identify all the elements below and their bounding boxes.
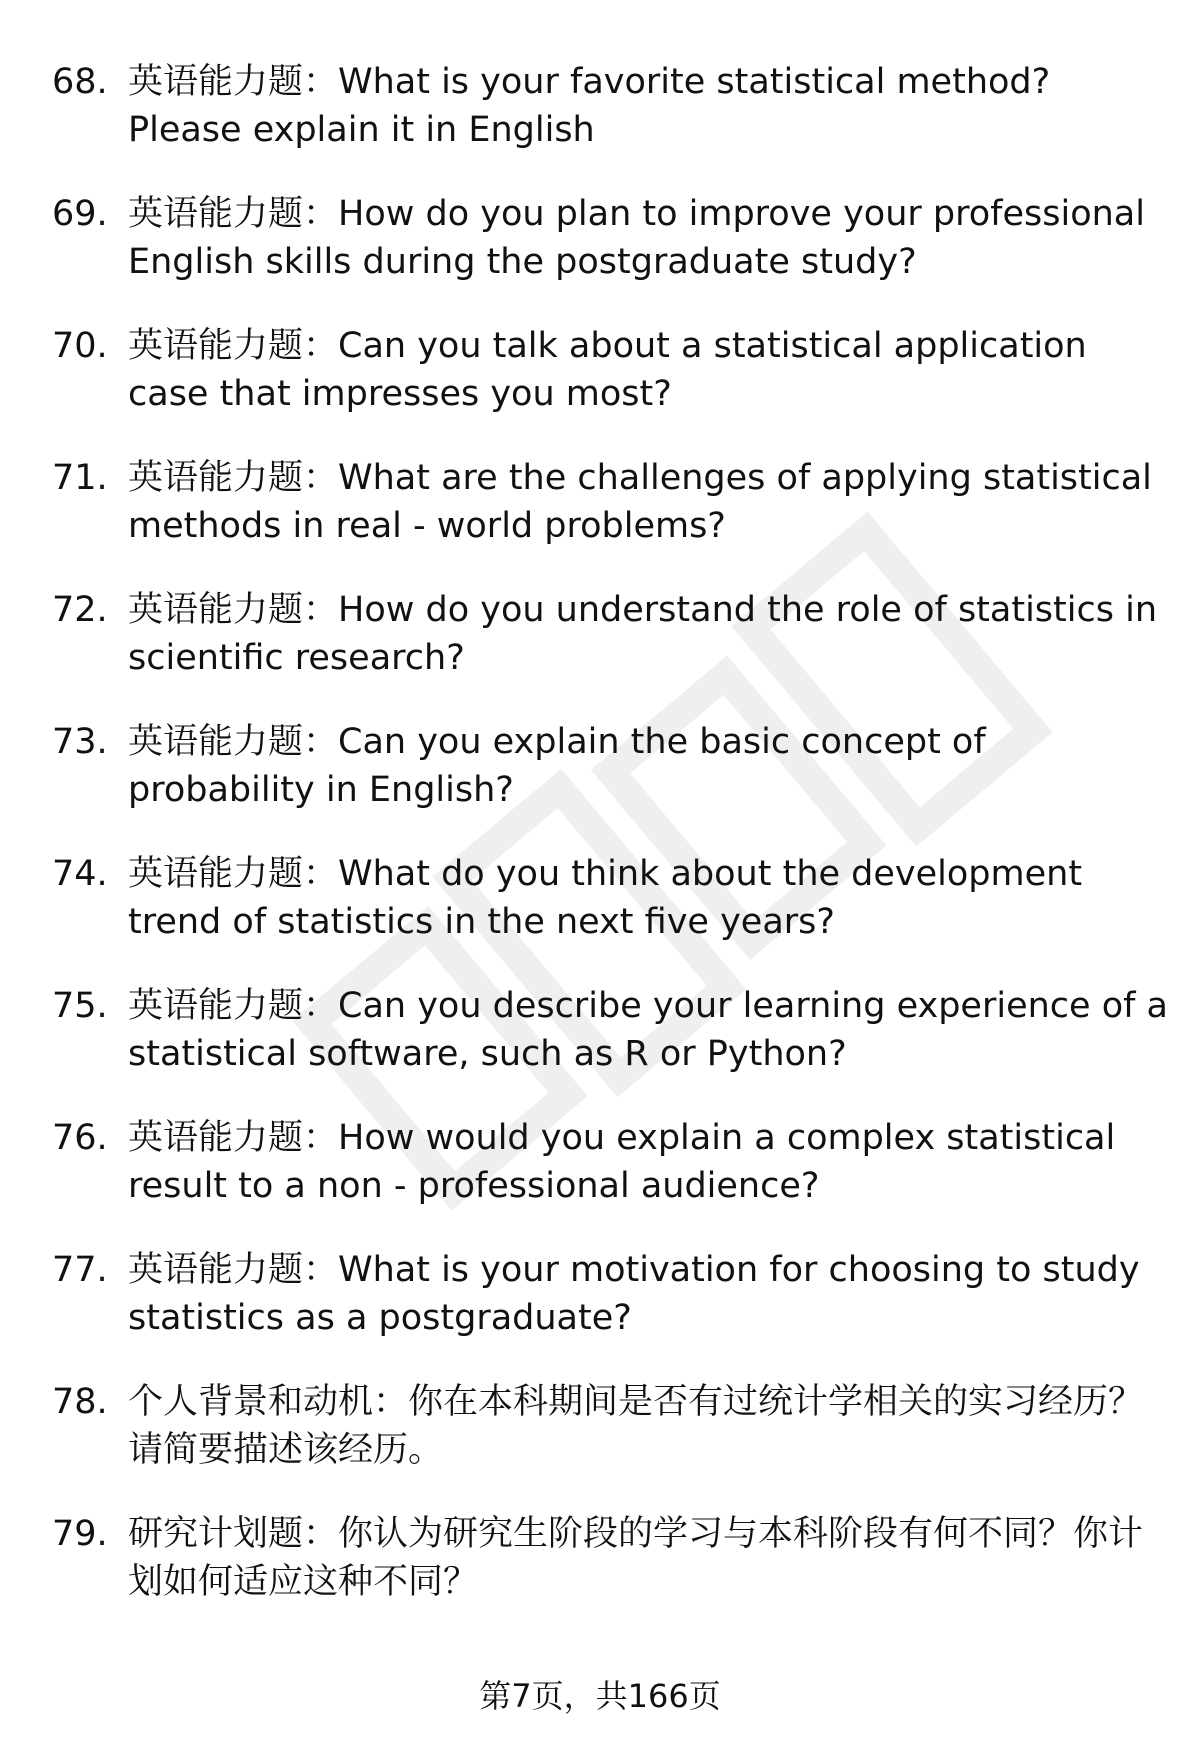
list-item bbox=[0, 1510, 1200, 1642]
question-text: 英语能力题：Can you explain the basic concept of probability in English? bbox=[128, 722, 986, 810]
question-text: 英语能力题：How do you plan to improve your professional English skills during the postgraduate study? bbox=[128, 194, 1145, 282]
question-text: 英语能力题：What is your favorite statistical method? Please explain it in English bbox=[128, 62, 1051, 150]
page-footer: 第7页，共166页 bbox=[479, 1677, 721, 1715]
question-number: 72. bbox=[52, 590, 108, 630]
list-item bbox=[0, 190, 1200, 322]
question-number: 75. bbox=[52, 986, 108, 1026]
question-number: 70. bbox=[52, 326, 108, 366]
question-list bbox=[0, 58, 1200, 1642]
list-item bbox=[0, 454, 1200, 586]
list-item bbox=[0, 586, 1200, 718]
question-number: 68. bbox=[52, 62, 108, 102]
list-item bbox=[0, 982, 1200, 1114]
question-text: 个人背景和动机：你在本科期间是否有过统计学相关的实习经历？请简要描述该经历。 bbox=[128, 1382, 1144, 1470]
question-text: 英语能力题：Can you talk about a statistical application case that impresses you most? bbox=[128, 326, 1087, 414]
list-item bbox=[0, 58, 1200, 190]
question-text: 英语能力题：What is your motivation for choosing to study statistics as a postgraduate? bbox=[128, 1250, 1140, 1338]
list-item bbox=[0, 718, 1200, 850]
question-text: 英语能力题：What are the challenges of applying statistical methods in real - world problems? bbox=[128, 458, 1152, 546]
question-text: 研究计划题：你认为研究生阶段的学习与本科阶段有何不同？你计划如何适应这种不同？ bbox=[128, 1514, 1144, 1602]
list-item bbox=[0, 322, 1200, 454]
list-item bbox=[0, 1114, 1200, 1246]
question-number: 71. bbox=[52, 458, 108, 498]
list-item bbox=[0, 1246, 1200, 1378]
list-item bbox=[0, 850, 1200, 982]
question-number: 78. bbox=[52, 1382, 108, 1422]
question-number: 79. bbox=[52, 1514, 108, 1554]
question-text: 英语能力题：What do you think about the development trend of statistics in the next five years? bbox=[128, 854, 1083, 942]
list-item bbox=[0, 1378, 1200, 1510]
question-number: 69. bbox=[52, 194, 108, 234]
question-number: 73. bbox=[52, 722, 108, 762]
question-number: 74. bbox=[52, 854, 108, 894]
question-text: 英语能力题：Can you describe your learning experience of a statistical software, such as R or Python? bbox=[128, 986, 1169, 1074]
question-number: 76. bbox=[52, 1118, 108, 1158]
question-number: 77. bbox=[52, 1250, 108, 1290]
question-text: 英语能力题：How would you explain a complex statistical result to a non - professional audience? bbox=[128, 1118, 1116, 1206]
question-text: 英语能力题：How do you understand the role of statistics in scientific research? bbox=[128, 590, 1157, 678]
